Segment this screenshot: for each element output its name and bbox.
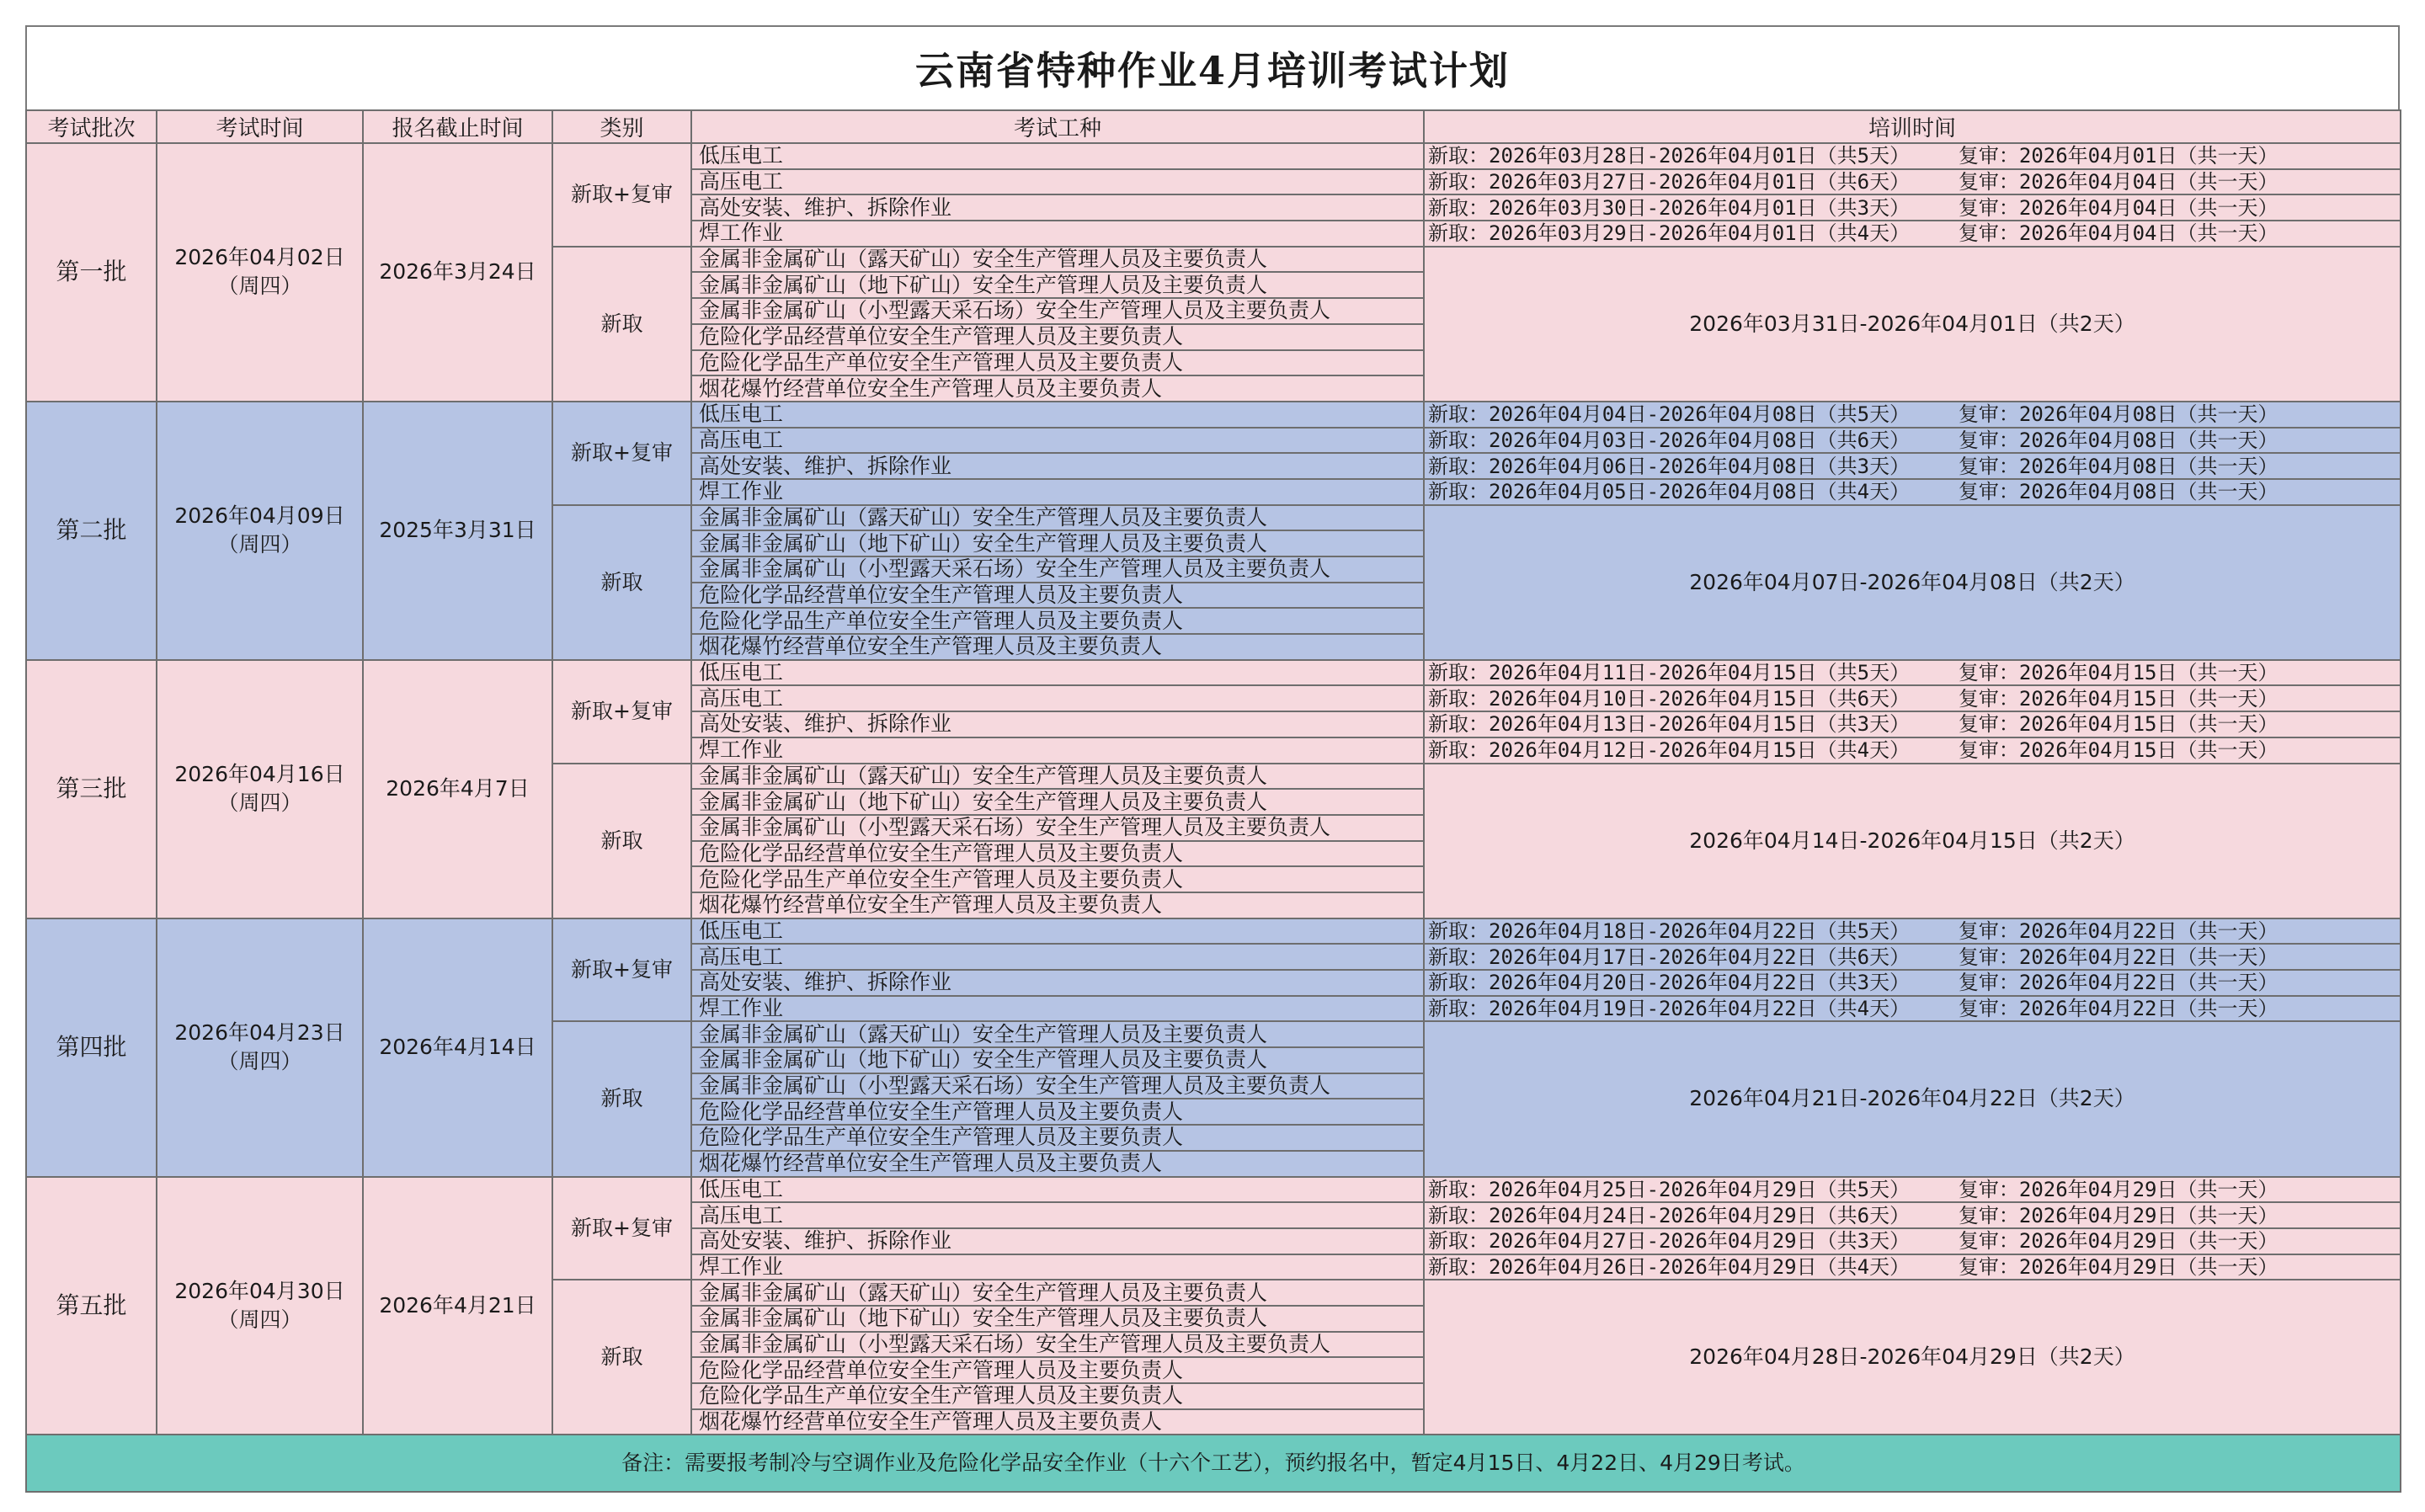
category-renew: 新取+复审 [552, 402, 691, 505]
job-type: 金属非金属矿山（露天矿山）安全生产管理人员及主要负责人 [691, 505, 1424, 531]
job-type: 高压电工 [691, 1202, 1424, 1228]
job-type: 高处安装、维护、拆除作业 [691, 194, 1424, 221]
exam-weekday: （周四） [217, 1049, 302, 1074]
deadline-cell: 2026年4月7日 [363, 660, 552, 918]
training-time: 新取：2026年04月10日-2026年04月15日（共6天） 复审：2026年04月15日（共一天） [1424, 685, 2401, 711]
job-type: 高压电工 [691, 428, 1424, 454]
exam-time-cell [157, 660, 363, 918]
training-time: 新取：2026年03月30日-2026年04月01日（共3天） 复审：2026年04月04日（共一天） [1424, 194, 2401, 221]
job-type: 危险化学品经营单位安全生产管理人员及主要负责人 [691, 1357, 1424, 1383]
training-time: 新取：2026年04月24日-2026年04月29日（共6天） 复审：2026年04月29日（共一天） [1424, 1202, 2401, 1228]
category-new: 新取 [552, 1280, 691, 1435]
header-batch: 考试批次 [26, 110, 157, 143]
exam-date: 2026年04月30日 [174, 1278, 345, 1303]
category-renew: 新取+复审 [552, 918, 691, 1022]
job-type: 危险化学品经营单位安全生产管理人员及主要负责人 [691, 324, 1424, 350]
job-type: 金属非金属矿山（露天矿山）安全生产管理人员及主要负责人 [691, 1021, 1424, 1047]
batch-name: 第二批 [26, 402, 157, 660]
deadline-cell: 2025年3月31日 [363, 402, 552, 660]
category-new: 新取 [552, 1021, 691, 1176]
exam-weekday: （周四） [217, 791, 302, 816]
training-time: 新取：2026年04月12日-2026年04月15日（共4天） 复审：2026年04月15日（共一天） [1424, 737, 2401, 764]
training-time: 新取：2026年04月18日-2026年04月22日（共5天） 复审：2026年04月22日（共一天） [1424, 918, 2401, 945]
training-time: 新取：2026年03月27日-2026年04月01日（共6天） 复审：2026年04月04日（共一天） [1424, 169, 2401, 195]
batch-name: 第一批 [26, 143, 157, 402]
job-type: 高处安装、维护、拆除作业 [691, 1228, 1424, 1254]
job-type: 烟花爆竹经营单位安全生产管理人员及主要负责人 [691, 1409, 1424, 1435]
exam-time-cell [157, 1177, 363, 1435]
category-new: 新取 [552, 505, 691, 660]
job-type: 金属非金属矿山（露天矿山）安全生产管理人员及主要负责人 [691, 1280, 1424, 1306]
training-time-new: 2026年04月14日-2026年04月15日（共2天） [1424, 764, 2401, 918]
job-type: 焊工作业 [691, 479, 1424, 505]
job-type: 金属非金属矿山（露天矿山）安全生产管理人员及主要负责人 [691, 247, 1424, 273]
job-type: 金属非金属矿山（地下矿山）安全生产管理人员及主要负责人 [691, 530, 1424, 556]
training-time: 新取：2026年04月13日-2026年04月15日（共3天） 复审：2026年04月15日（共一天） [1424, 711, 2401, 737]
job-type: 危险化学品生产单位安全生产管理人员及主要负责人 [691, 866, 1424, 892]
job-type: 金属非金属矿山（地下矿山）安全生产管理人员及主要负责人 [691, 1047, 1424, 1073]
job-type: 高压电工 [691, 169, 1424, 195]
exam-time-cell [157, 918, 363, 1177]
job-type: 危险化学品经营单位安全生产管理人员及主要负责人 [691, 1099, 1424, 1125]
training-time: 新取：2026年04月04日-2026年04月08日（共5天） 复审：2026年04月08日（共一天） [1424, 402, 2401, 428]
training-time: 新取：2026年03月28日-2026年04月01日（共5天） 复审：2026年04月01日（共一天） [1424, 143, 2401, 169]
table-row [26, 1177, 2401, 1203]
job-type: 高压电工 [691, 685, 1424, 711]
job-type: 金属非金属矿山（地下矿山）安全生产管理人员及主要负责人 [691, 1306, 1424, 1332]
batch-name: 第五批 [26, 1177, 157, 1435]
job-type: 低压电工 [691, 918, 1424, 945]
training-time: 新取：2026年04月03日-2026年04月08日（共6天） 复审：2026年04月08日（共一天） [1424, 428, 2401, 454]
job-type: 高处安装、维护、拆除作业 [691, 970, 1424, 996]
training-time: 新取：2026年04月19日-2026年04月22日（共4天） 复审：2026年04月22日（共一天） [1424, 996, 2401, 1022]
category-renew: 新取+复审 [552, 660, 691, 764]
header-category: 类别 [552, 110, 691, 143]
training-time: 新取：2026年04月26日-2026年04月29日（共4天） 复审：2026年04月29日（共一天） [1424, 1254, 2401, 1280]
job-type: 金属非金属矿山（露天矿山）安全生产管理人员及主要负责人 [691, 764, 1424, 790]
training-time: 新取：2026年04月06日-2026年04月08日（共3天） 复审：2026年04月08日（共一天） [1424, 453, 2401, 479]
header-job-type: 考试工种 [691, 110, 1424, 143]
schedule-sheet [25, 25, 2400, 1493]
training-time-new: 2026年04月28日-2026年04月29日（共2天） [1424, 1280, 2401, 1435]
header-deadline: 报名截止时间 [363, 110, 552, 143]
training-time: 新取：2026年03月29日-2026年04月01日（共4天） 复审：2026年04月04日（共一天） [1424, 221, 2401, 247]
job-type: 烟花爆竹经营单位安全生产管理人员及主要负责人 [691, 634, 1424, 660]
table-row [26, 918, 2401, 945]
schedule-body [26, 143, 2401, 1435]
deadline-cell: 2026年3月24日 [363, 143, 552, 402]
exam-time-cell [157, 143, 363, 402]
exam-time-cell [157, 402, 363, 660]
header-training-time: 培训时间 [1424, 110, 2401, 143]
job-type: 烟花爆竹经营单位安全生产管理人员及主要负责人 [691, 375, 1424, 402]
job-type: 焊工作业 [691, 1254, 1424, 1280]
exam-date: 2026年04月23日 [174, 1020, 345, 1046]
training-time-new: 2026年03月31日-2026年04月01日（共2天） [1424, 247, 2401, 402]
job-type: 金属非金属矿山（小型露天采石场）安全生产管理人员及主要负责人 [691, 298, 1424, 324]
exam-date: 2026年04月16日 [174, 762, 345, 787]
job-type: 金属非金属矿山（小型露天采石场）安全生产管理人员及主要负责人 [691, 1073, 1424, 1099]
job-type: 低压电工 [691, 402, 1424, 428]
note-text: 备注：需要报考制冷与空调作业及危险化学品安全作业（十六个工艺），预约报名中，暂定4月15日、4月22日、4月29日考试。 [26, 1435, 2401, 1492]
training-time-new: 2026年04月21日-2026年04月22日（共2天） [1424, 1021, 2401, 1176]
training-time: 新取：2026年04月25日-2026年04月29日（共5天） 复审：2026年04月29日（共一天） [1424, 1177, 2401, 1203]
exam-date: 2026年04月09日 [174, 503, 345, 529]
training-time-new: 2026年04月07日-2026年04月08日（共2天） [1424, 505, 2401, 660]
job-type: 金属非金属矿山（地下矿山）安全生产管理人员及主要负责人 [691, 272, 1424, 298]
category-new: 新取 [552, 764, 691, 918]
category-renew: 新取+复审 [552, 143, 691, 247]
header-exam-time: 考试时间 [157, 110, 363, 143]
job-type: 高处安装、维护、拆除作业 [691, 711, 1424, 737]
job-type: 高压电工 [691, 944, 1424, 970]
training-time: 新取：2026年04月20日-2026年04月22日（共3天） 复审：2026年04月22日（共一天） [1424, 970, 2401, 996]
training-time: 新取：2026年04月05日-2026年04月08日（共4天） 复审：2026年04月08日（共一天） [1424, 479, 2401, 505]
job-type: 危险化学品生产单位安全生产管理人员及主要负责人 [691, 1383, 1424, 1409]
job-type: 高处安装、维护、拆除作业 [691, 453, 1424, 479]
job-type: 低压电工 [691, 143, 1424, 169]
training-time: 新取：2026年04月27日-2026年04月29日（共3天） 复审：2026年04月29日（共一天） [1424, 1228, 2401, 1254]
job-type: 危险化学品经营单位安全生产管理人员及主要负责人 [691, 583, 1424, 609]
job-type: 危险化学品生产单位安全生产管理人员及主要负责人 [691, 608, 1424, 634]
exam-weekday: （周四） [217, 532, 302, 557]
schedule-table [25, 109, 2401, 1493]
page-title: 云南省特种作业4月培训考试计划 [25, 25, 2400, 109]
job-type: 低压电工 [691, 1177, 1424, 1203]
deadline-cell: 2026年4月21日 [363, 1177, 552, 1435]
job-type: 危险化学品生产单位安全生产管理人员及主要负责人 [691, 350, 1424, 376]
training-time: 新取：2026年04月11日-2026年04月15日（共5天） 复审：2026年04月15日（共一天） [1424, 660, 2401, 686]
exam-date: 2026年04月02日 [174, 245, 345, 270]
table-row [26, 660, 2401, 686]
batch-name: 第三批 [26, 660, 157, 918]
table-row [26, 402, 2401, 428]
job-type: 危险化学品生产单位安全生产管理人员及主要负责人 [691, 1125, 1424, 1151]
job-type: 危险化学品经营单位安全生产管理人员及主要负责人 [691, 841, 1424, 867]
job-type: 烟花爆竹经营单位安全生产管理人员及主要负责人 [691, 1151, 1424, 1177]
job-type: 烟花爆竹经营单位安全生产管理人员及主要负责人 [691, 892, 1424, 918]
deadline-cell: 2026年4月14日 [363, 918, 552, 1177]
exam-weekday: （周四） [217, 1307, 302, 1332]
job-type: 焊工作业 [691, 996, 1424, 1022]
training-time: 新取：2026年04月17日-2026年04月22日（共6天） 复审：2026年04月22日（共一天） [1424, 944, 2401, 970]
job-type: 焊工作业 [691, 737, 1424, 764]
category-renew: 新取+复审 [552, 1177, 691, 1280]
job-type: 金属非金属矿山（小型露天采石场）安全生产管理人员及主要负责人 [691, 1332, 1424, 1358]
job-type: 金属非金属矿山（地下矿山）安全生产管理人员及主要负责人 [691, 789, 1424, 815]
category-new: 新取 [552, 247, 691, 402]
job-type: 焊工作业 [691, 221, 1424, 247]
job-type: 低压电工 [691, 660, 1424, 686]
job-type: 金属非金属矿山（小型露天采石场）安全生产管理人员及主要负责人 [691, 815, 1424, 841]
note-row [26, 1435, 2401, 1492]
batch-name: 第四批 [26, 918, 157, 1177]
header-row [26, 110, 2401, 143]
exam-weekday: （周四） [217, 274, 302, 299]
table-row [26, 143, 2401, 169]
job-type: 金属非金属矿山（小型露天采石场）安全生产管理人员及主要负责人 [691, 556, 1424, 583]
